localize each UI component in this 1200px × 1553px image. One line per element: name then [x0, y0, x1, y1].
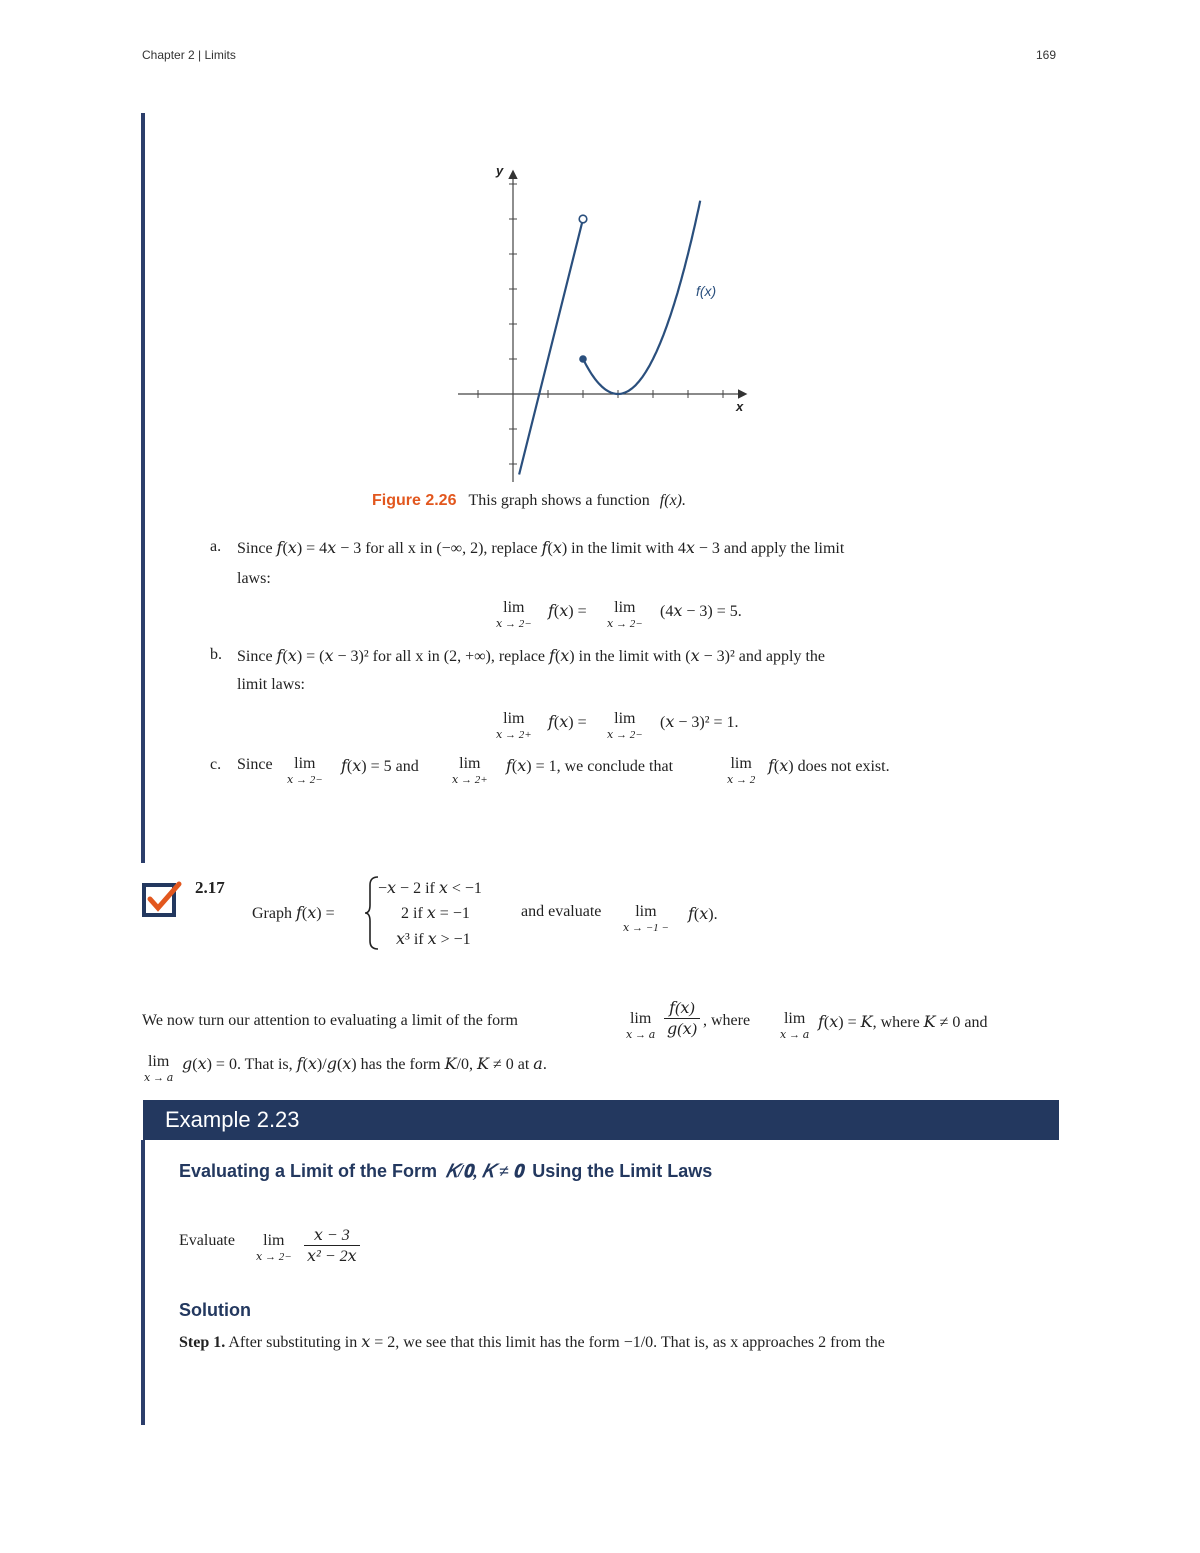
lim-subscript: 𝑥 → 2−	[607, 729, 643, 741]
lim-word: lim	[783, 1010, 806, 1027]
exercise-graph-text: Graph 𝑓(𝑥) =	[252, 905, 335, 922]
lim-word: lim	[459, 755, 481, 772]
transition-lim3	[144, 1053, 173, 1084]
step-label: Step 1.	[179, 1334, 226, 1351]
lim-word: lim	[614, 710, 636, 727]
right-parabola-curve	[583, 201, 700, 394]
part-b-eq-mid: 𝑓(𝑥) =	[548, 714, 587, 731]
exercise-lim	[623, 903, 669, 934]
transition-lim1	[626, 1010, 655, 1041]
lim-subscript: 𝑥 → 2−	[287, 774, 323, 786]
lim-word: lim	[614, 599, 636, 616]
part-c-lim3	[727, 755, 755, 786]
y-axis-label: y	[496, 163, 504, 178]
part-c-t2: 𝑓(𝑥) = 1, we conclude that	[506, 758, 674, 775]
example-banner	[143, 1100, 1059, 1140]
transition-g: 𝑔(𝑥) = 0. That is, 𝑓(𝑥)/𝑔(𝑥) has the form 𝐾/0, 𝐾 ≠ 0 at 𝑎.	[182, 1056, 547, 1073]
x-axis-label: x	[736, 399, 744, 414]
left-line-segment	[519, 219, 583, 475]
transition-where1: , where	[703, 1012, 751, 1029]
part-a-lim1	[496, 599, 532, 630]
caption-math: f(x).	[659, 492, 686, 509]
part-b-marker: b.	[210, 646, 222, 663]
subtitle-part-b: Using the Limit Laws	[532, 1161, 713, 1181]
open-endpoint	[579, 215, 587, 223]
lim-word: lim	[503, 710, 525, 727]
part-c-since: Since	[237, 756, 273, 773]
part-a-eq-end: (4𝑥 − 3) = 5.	[660, 603, 742, 620]
part-b-line2: limit laws:	[237, 676, 305, 693]
fraction-denominator: 𝑥² − 2𝑥	[307, 1248, 357, 1265]
solution-step-1	[179, 1332, 885, 1352]
example-subtitle	[179, 1161, 712, 1182]
part-c-marker: c.	[210, 756, 222, 773]
section-rule-example	[141, 1140, 145, 1425]
page-number: 169	[1036, 48, 1057, 62]
checkpoint-icon	[141, 880, 185, 920]
step-text: After substituting in 𝑥 = 2, we see that this limit has the form −1/0. That is, as x approaches 2 from the	[228, 1334, 885, 1351]
part-b-lim2	[607, 710, 643, 741]
lim-subscript: 𝑥 → 𝑎	[626, 1029, 656, 1041]
exercise-lim-expr: 𝑓(𝑥).	[688, 906, 718, 923]
piecewise-case-3: 𝑥³ if 𝑥 > −1	[396, 931, 471, 948]
example-lim	[256, 1232, 292, 1263]
part-c-lim2	[452, 755, 488, 786]
lim-subscript: 𝑥 → 𝑎	[144, 1072, 174, 1084]
piecewise-case-1: −𝑥 − 2 if 𝑥 < −1	[378, 880, 482, 897]
lim-subscript: 𝑥 → 2+	[496, 729, 532, 741]
part-c-t3: 𝑓(𝑥) does not exist.	[768, 758, 890, 775]
lim-word: lim	[629, 1010, 652, 1027]
part-b-line1: Since 𝑓(𝑥) = (𝑥 − 3)² for all x in (2, +∞), replace 𝑓(𝑥) in the limit with (𝑥 − 3)² and apply the	[237, 648, 825, 665]
lim-subscript: 𝑥 → 2−	[256, 1251, 292, 1263]
fraction-denominator: 𝑔(𝑥)	[667, 1021, 697, 1038]
lim-word: lim	[263, 1232, 285, 1249]
fraction-numerator: 𝑥 − 3	[304, 1225, 360, 1246]
caption-text: This graph shows a function	[468, 492, 650, 509]
part-a-lim2	[607, 599, 643, 630]
running-header-chapter: Chapter 2 | Limits	[142, 48, 236, 62]
transition-fraction	[664, 998, 700, 1039]
part-b-eq-end: (𝑥 − 3)² = 1.	[660, 714, 739, 731]
solution-heading: Solution	[179, 1300, 251, 1320]
part-a-marker: a.	[210, 538, 222, 555]
exercise-evaluate-text: and evaluate	[521, 903, 602, 920]
part-c-t1: 𝑓(𝑥) = 5 and	[341, 758, 419, 775]
closed-endpoint	[579, 355, 587, 363]
section-rule-top	[141, 113, 145, 863]
lim-word: lim	[294, 755, 316, 772]
subtitle-math: 𝐾/𝟎, 𝐾 ≠ 𝟎	[446, 1161, 524, 1181]
part-c-lim1	[287, 755, 323, 786]
piecewise-case-2: 2 if 𝑥 = −1	[401, 905, 470, 922]
part-b-lim1	[496, 710, 532, 741]
lim-subscript: 𝑥 → 2−	[496, 618, 532, 630]
lim-word: lim	[730, 755, 752, 772]
lim-word: lim	[635, 903, 657, 920]
lim-subscript: 𝑥 → −1 −	[623, 922, 669, 934]
figure-caption	[372, 492, 686, 510]
lim-word: lim	[503, 599, 525, 616]
lim-subscript: 𝑥 → 2−	[607, 618, 643, 630]
example-title: Example 2.23	[165, 1107, 300, 1132]
part-a-line2: laws:	[237, 570, 271, 587]
lim-subscript: 𝑥 → 2+	[452, 774, 488, 786]
fraction-numerator: 𝑓(𝑥)	[664, 998, 700, 1019]
example-fraction	[304, 1225, 360, 1266]
transition-fk: 𝑓(𝑥) = 𝐾, where 𝐾 ≠ 0 and	[818, 1014, 988, 1031]
example-evaluate: Evaluate	[179, 1232, 235, 1249]
lim-subscript: 𝑥 → 𝑎	[780, 1029, 810, 1041]
lim-word: lim	[147, 1053, 170, 1070]
lim-subscript: 𝑥 → 2	[727, 774, 756, 786]
figure-label: Figure 2.26	[372, 492, 457, 509]
transition-line1-a: We now turn our attention to evaluating a limit of the form	[142, 1012, 518, 1029]
curve-label: f(x)	[696, 283, 717, 299]
exercise-number: 2.17	[195, 878, 225, 897]
transition-lim2	[780, 1010, 809, 1041]
part-a-line1: Since 𝑓(𝑥) = 4𝑥 − 3 for all x in (−∞, 2), replace 𝑓(𝑥) in the limit with 4𝑥 − 3 and apply the limit	[237, 540, 845, 557]
subtitle-part-a: Evaluating a Limit of the Form	[179, 1161, 438, 1181]
figure-graph	[440, 150, 770, 490]
part-a-eq-mid: 𝑓(𝑥) =	[548, 603, 587, 620]
